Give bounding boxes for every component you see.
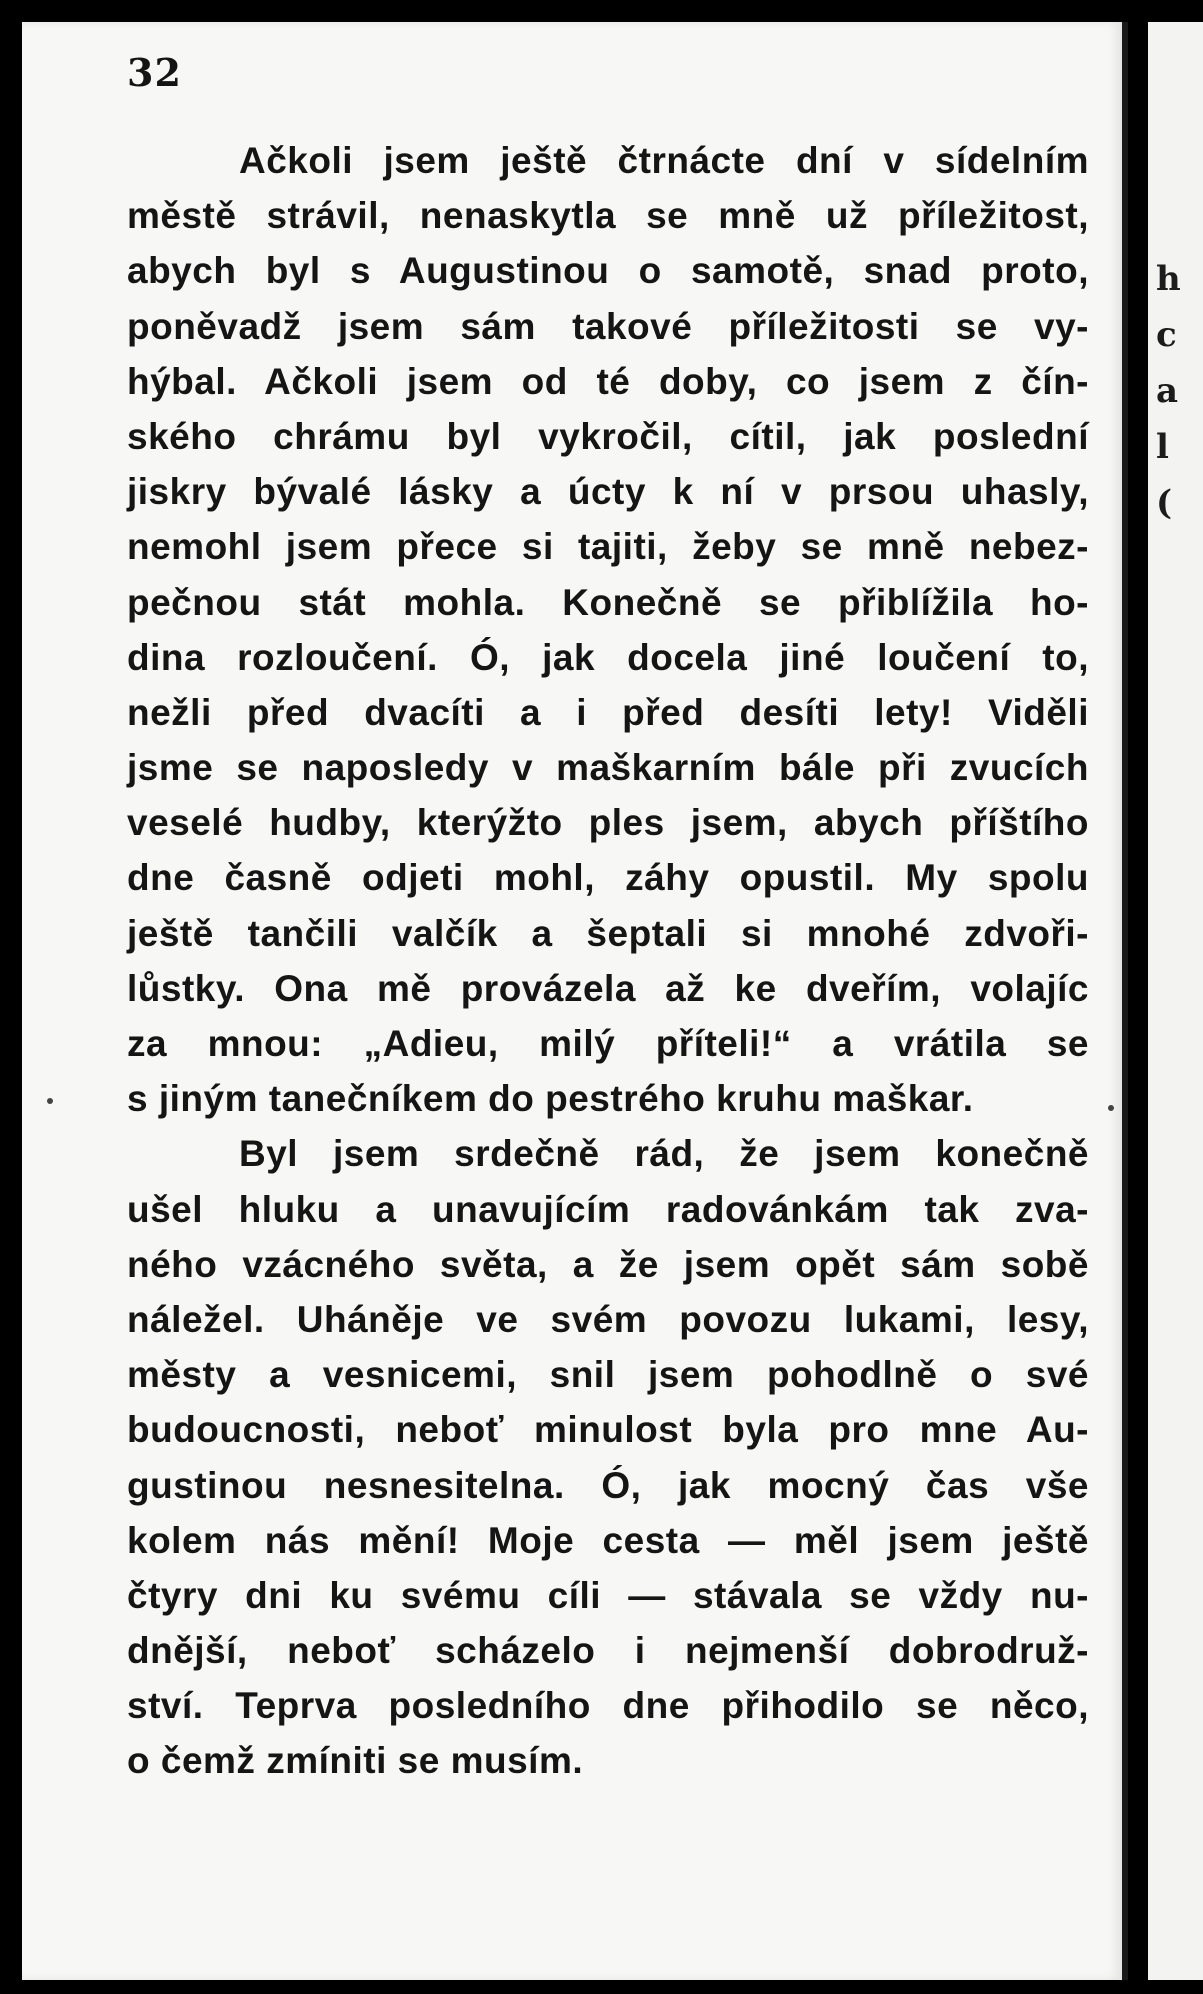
text-line: ušel hluku a unavujícím radovánkám tak zva- [127, 1188, 1089, 1230]
text-line: lůstky. Ona mě provázela až ke dveřím, volajíc [127, 967, 1089, 1009]
next-page-fragment: a [1156, 371, 1179, 411]
text-line: jiskry bývalé lásky a úcty k ní v prsou uhasly, [127, 471, 1089, 513]
page-edge [1122, 22, 1128, 1980]
next-page-fragment: l [1156, 427, 1169, 467]
text-line: dina rozloučení. Ó, jak docela jiné loučení to, [127, 636, 1089, 678]
text-line: veselé hudby, kterýžto ples jsem, abych příštího [127, 802, 1089, 844]
text-line: dnější, neboť scházelo i nejmenší dobrodruž- [127, 1630, 1089, 1672]
text-line: městě strávil, nenaskytla se mně už příležitost, [127, 195, 1089, 237]
text-line: za mnou: „Adieu, milý příteli!“ a vrátila se [127, 1023, 1089, 1064]
text-line: ského chrámu byl vykročil, cítil, jak poslední [127, 415, 1089, 457]
page-number: 32 [127, 50, 182, 95]
next-page-fragment: ( [1156, 483, 1173, 523]
body-text [127, 133, 1089, 1789]
text-line: nežli před dvacíti a i před desíti lety! Viděli [127, 691, 1089, 733]
text-line: ného vzácného světa, a že jsem opět sám sobě [127, 1243, 1089, 1285]
text-line: ství. Teprva posledního dne přihodilo se něco, [127, 1685, 1089, 1727]
text-line: s jiným tanečníkem do pestrého kruhu maškar. [127, 1078, 974, 1120]
text-line: abych byl s Augustinou o samotě, snad proto, [127, 250, 1089, 292]
next-page-fragment: h [1156, 259, 1181, 299]
text-line: hýbal. Ačkoli jsem od té doby, co jsem z čín- [127, 360, 1089, 402]
text-line: pečnou stát mohla. Konečně se přiblížila ho- [127, 581, 1089, 623]
text-line: čtyry dni ku svému cíli — stávala se vždy nu- [127, 1574, 1089, 1616]
text-line: jsme se naposledy v maškarním bále při zvucích [127, 747, 1089, 789]
text-line: Ačkoli jsem ještě čtrnácte dní v sídelním [239, 140, 1089, 181]
speck [1108, 1105, 1114, 1111]
text-line: náležel. Uháněje ve svém povozu lukami, lesy, [127, 1298, 1089, 1340]
next-page-strip [1148, 22, 1203, 1980]
text-line: nemohl jsem přece si tajiti, žeby se mně nebez- [127, 526, 1089, 568]
text-line: Byl jsem srdečně rád, že jsem konečně [239, 1133, 1089, 1175]
text-line: gustinou nesnesitelna. Ó, jak mocný čas vše [127, 1464, 1089, 1506]
text-line: poněvadž jsem sám takové příležitosti se vy- [127, 305, 1089, 347]
next-page-fragment: c [1156, 315, 1177, 355]
text-line: kolem nás mění! Moje cesta — měl jsem ještě [127, 1519, 1089, 1561]
text-line: o čemž zmíniti se musím. [127, 1740, 584, 1782]
text-line: budoucnosti, neboť minulost byla pro mne Au- [127, 1409, 1089, 1451]
text-line: dne časně odjeti mohl, záhy opustil. My spolu [127, 857, 1089, 899]
text-line: ještě tančili valčík a šeptali si mnohé zdvoři- [127, 912, 1089, 954]
text-line: městy a vesnicemi, snil jsem pohodlně o své [127, 1354, 1089, 1396]
speck [47, 1098, 53, 1104]
